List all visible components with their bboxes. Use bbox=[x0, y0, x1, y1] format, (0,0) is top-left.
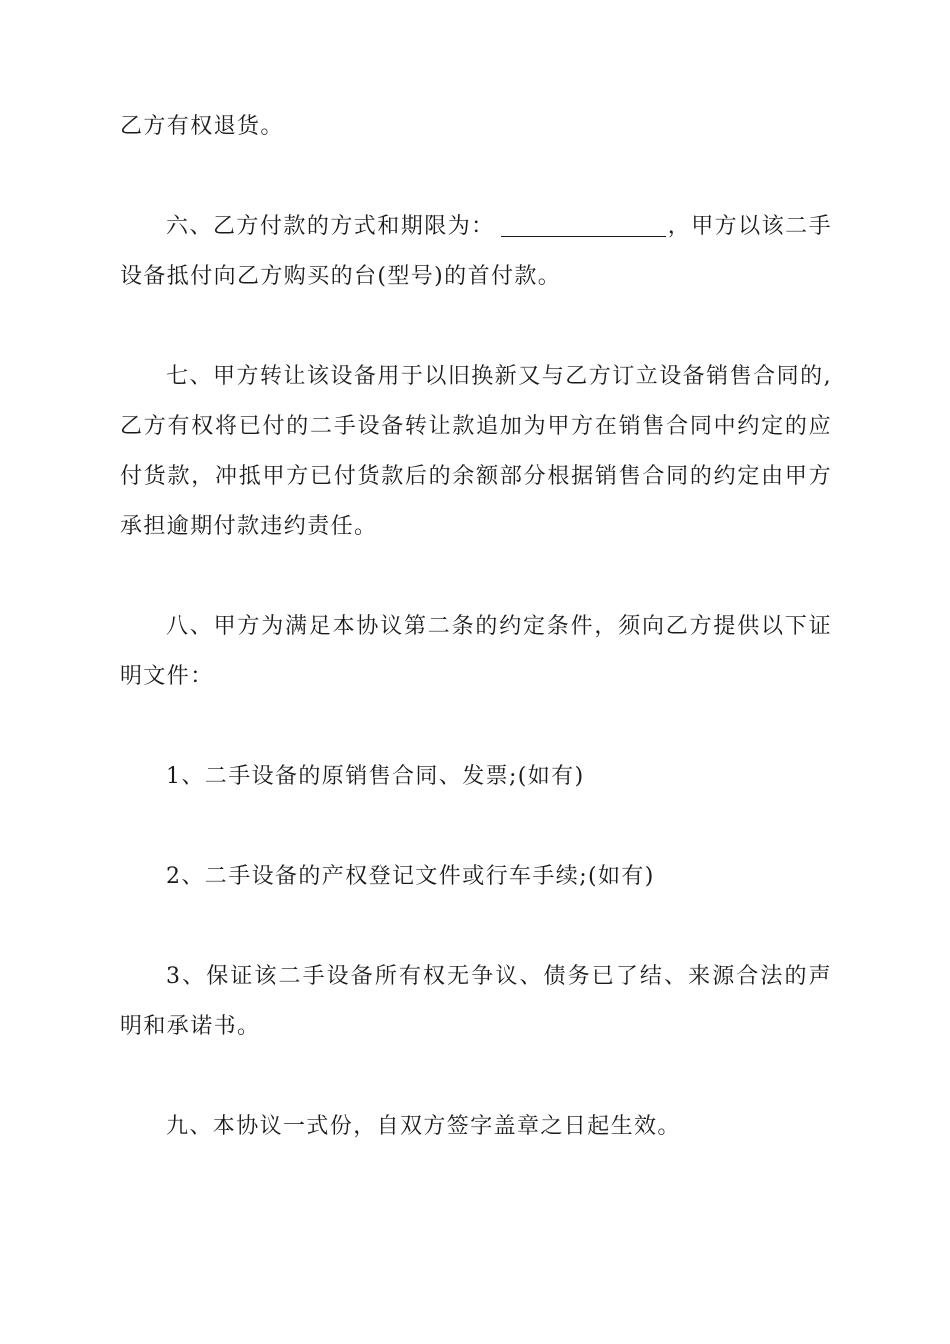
paragraph-6-text-start: 六、乙方付款的方式和期限为： bbox=[166, 214, 495, 239]
list-item-3: 3、保证该二手设备所有权无争议、债务已了结、来源合法的声明和承诺书。 bbox=[120, 964, 832, 1039]
paragraph-6-payment-terms bbox=[120, 202, 832, 302]
list-item-2: 2、二手设备的产权登记文件或行车手续;(如有) bbox=[166, 864, 655, 889]
paragraph-9-effective: 九、本协议一式份，自双方签字盖章之日起生效。 bbox=[166, 1114, 681, 1139]
list-item-1: 1、二手设备的原销售合同、发票;(如有) bbox=[166, 764, 585, 789]
paragraph-6-text-end: ，甲方以该二手设备抵付向乙方购买的台(型号)的首付款。 bbox=[120, 214, 832, 289]
paragraph-7-trade-in: 七、甲方转让该设备用于以旧换新又与乙方订立设备销售合同的,乙方有权将已付的二手设备转让款追加为甲方在销售合同中约定的应付货款，冲抵甲方已付货款后的余额部分根据销售合同的约定由甲方承担逾期付款违约责任。 bbox=[120, 364, 832, 539]
paragraph-8-documents: 八、甲方为满足本协议第二条的约定条件，须向乙方提供以下证明文件： bbox=[120, 614, 832, 689]
paragraph-return-right: 乙方有权退货。 bbox=[120, 114, 284, 139]
fill-in-blank bbox=[501, 214, 666, 237]
